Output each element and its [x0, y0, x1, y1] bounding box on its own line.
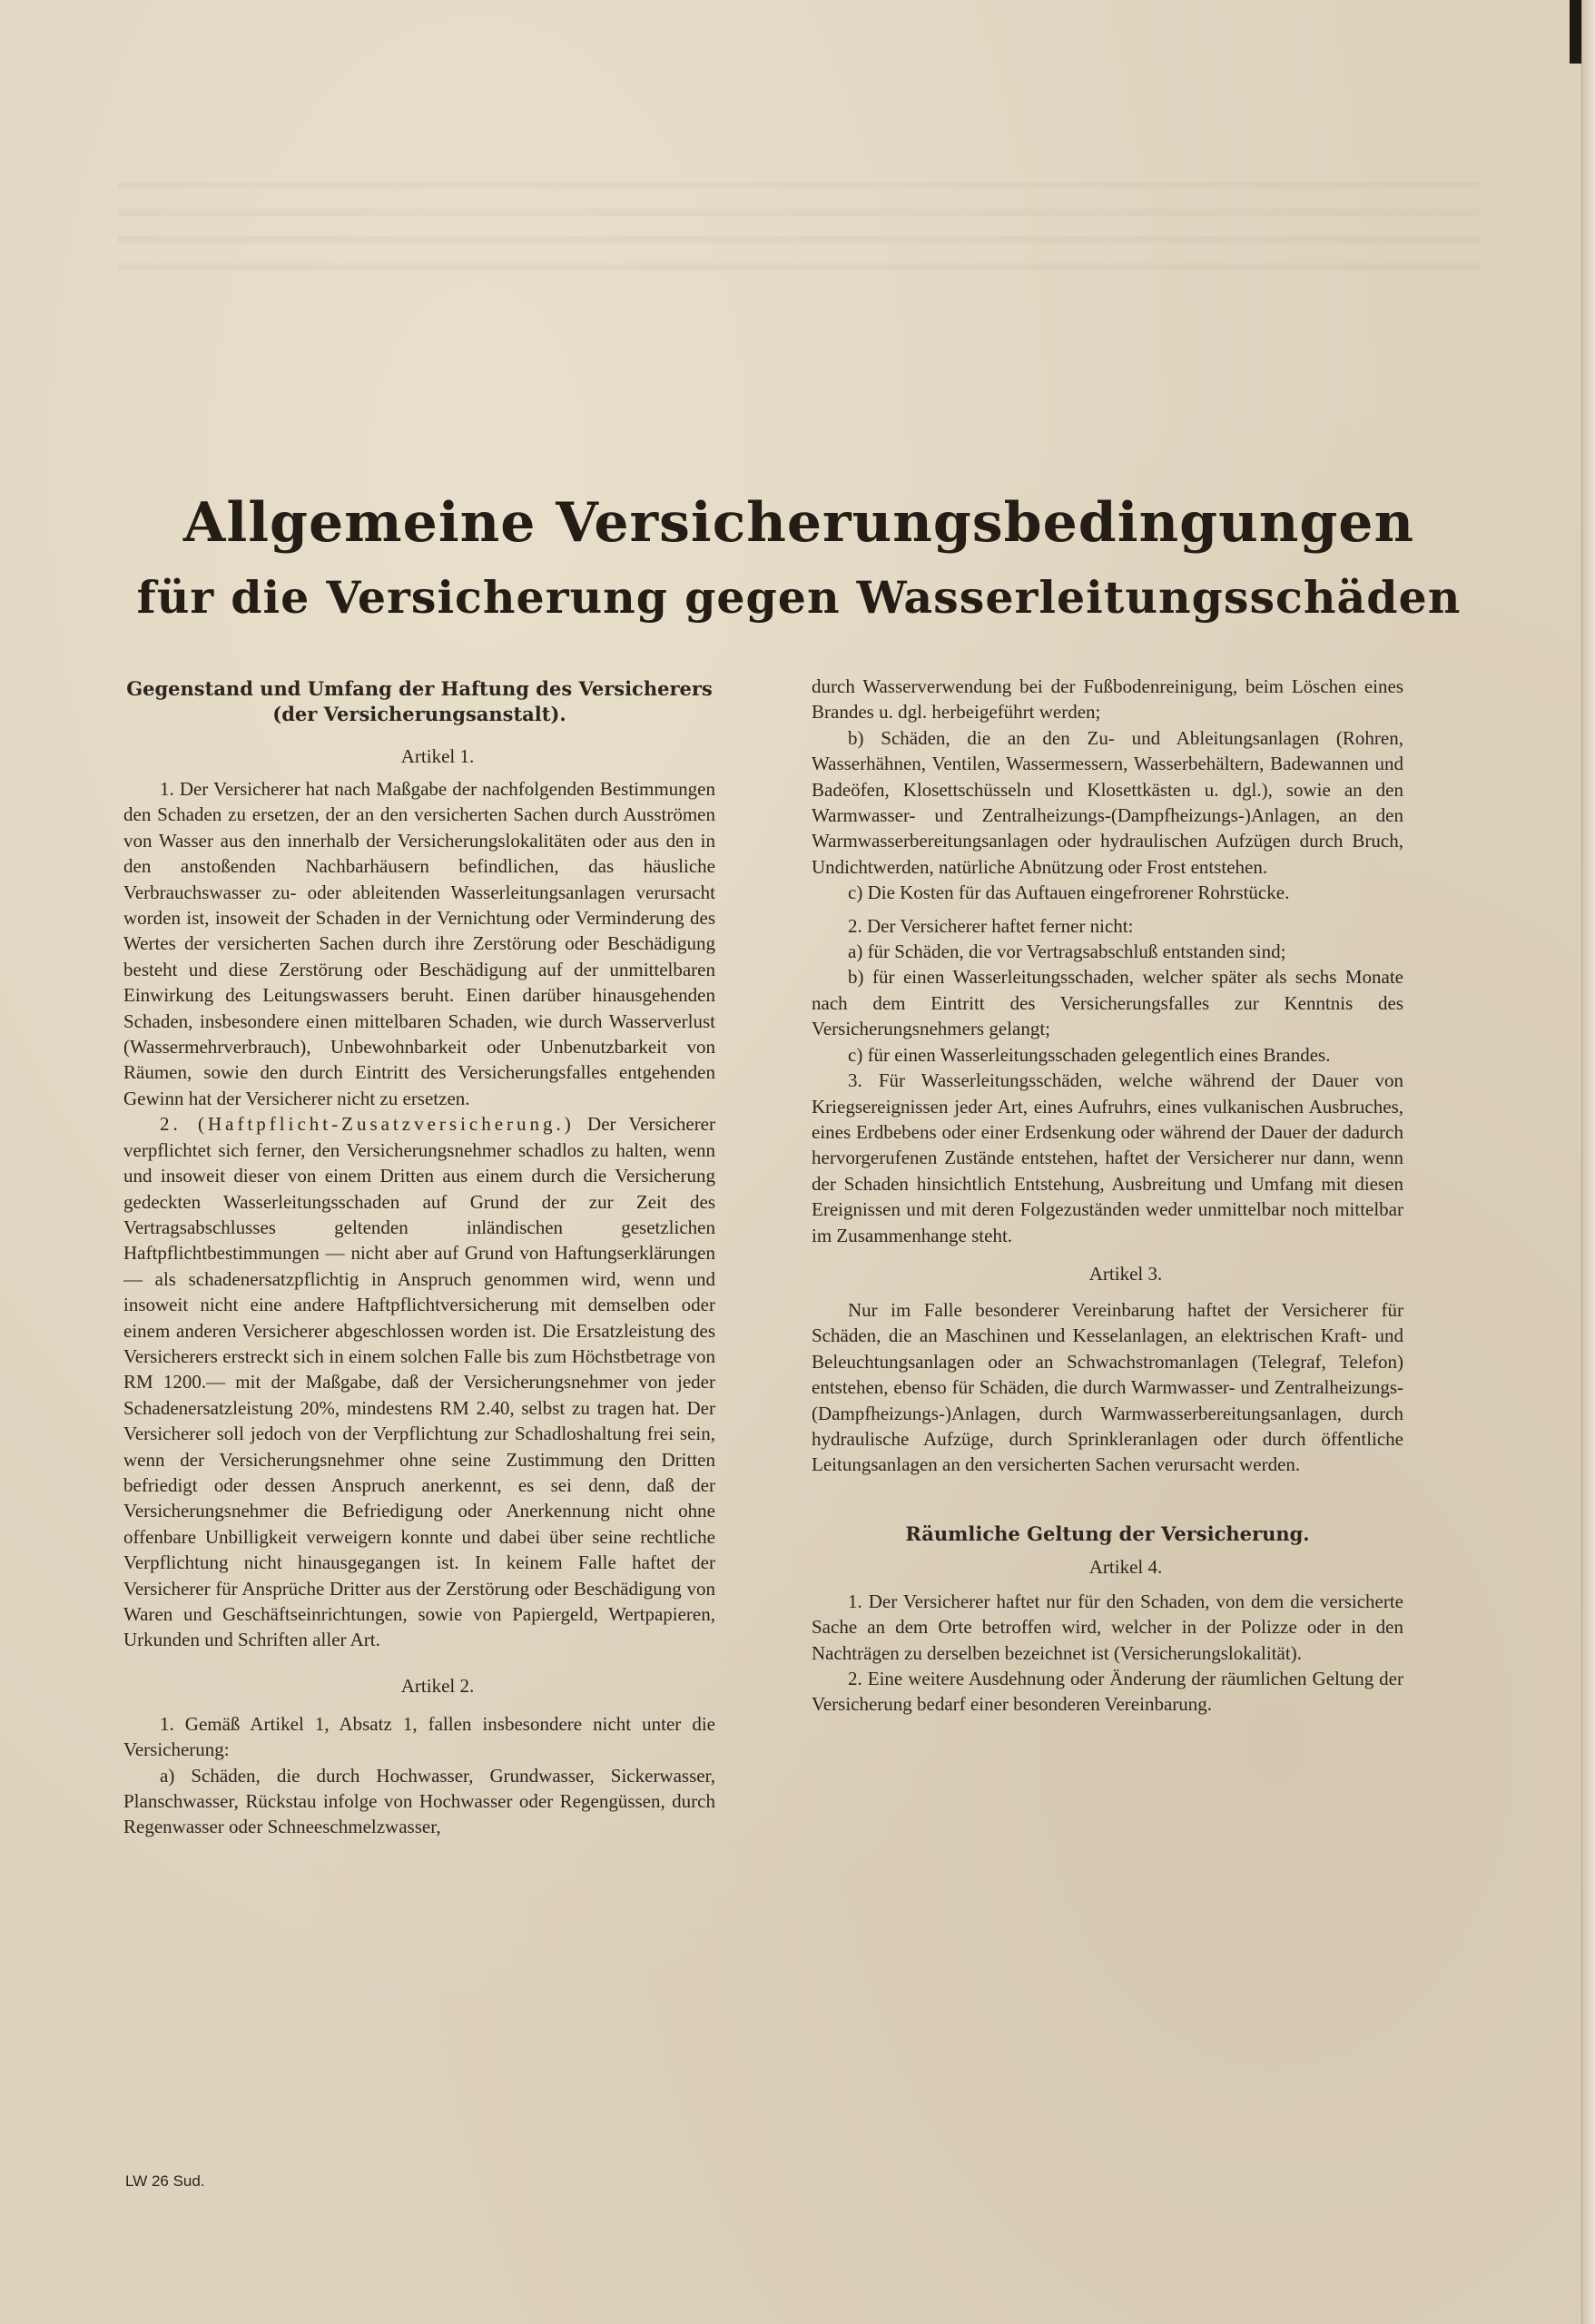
article-2-heading: Artikel 2.	[400, 1674, 475, 1697]
form-code: LW 26 Sud.	[125, 2172, 205, 2190]
show-through-text	[118, 182, 1480, 290]
section-2-heading: Räumliche Geltung der Versicherung.	[905, 1521, 1310, 1545]
article-2-paragraph-1: 1. Gemäß Artikel 1, Absatz 1, fallen insbesondere nicht unter die Versicherung:	[123, 1712, 715, 1761]
article-2-paragraph-2-a: a) für Schäden, die vor Vertragsabschluß entstanden sind;	[848, 940, 1286, 963]
article-4-paragraph-1: 1. Der Versicherer haftet nur für den Schaden, von dem die versicherte Sache an dem Orte betroffen wird, welcher in der Polizze oder in den Nachträgen zu derselben bezeichnet ist (Versicherungslokalität).	[812, 1590, 1403, 1664]
article-3-paragraph: Nur im Falle besonderer Vereinbarung haftet der Versicherer für Schäden, die an Maschinen und Kesselanlagen, an elektrischen Kraft- und Beleuchtungsanlagen oder an Schwachstromanlagen (Telegraf, Telefon) entstehen, ebenso für Schäden, die durch Warmwasser- und Zentralheizungs-(Dampfheizungs-)Anlagen, durch Warmwasserbereitungsanlagen, durch hydraulische Aufzüge, durch Sprinkleranlagen oder durch öffentliche Leitungsanlagen an den versicherten Sachen verursacht werden.	[812, 1298, 1403, 1476]
title-line-1: Allgemeine Versicherungsbedingungen	[182, 491, 1415, 555]
article-1-heading: Artikel 1.	[400, 745, 475, 767]
article-2-paragraph-2-c: c) für einen Wasserleitungsschaden gelegentlich eines Brandes.	[848, 1043, 1331, 1066]
title-line-2: für die Versicherung gegen Wasserleitungsschäden	[136, 571, 1462, 624]
article-3-heading: Artikel 3.	[1088, 1262, 1163, 1285]
article-1-paragraph-1: 1. Der Versicherer hat nach Maßgabe der nachfolgenden Bestimmungen den Schaden zu ersetzen, der an den versicherten Sachen durch Ausströmen von Wasser aus den innerhalb der Versicherungslokalitäten oder aus den in den anstoßenden Nachbarhäusern befindlichen, das häusliche Verbrauchswasser zu- oder ableitenden Wasserleitungsanlagen verursacht worden ist, insoweit der Schaden in der Vernichtung oder Verminderung des Wertes der versicherten Sachen durch ihre Zerstörung oder Beschädigung besteht und diese Zerstörung oder Beschädigung auf der unmittelbaren Einwirkung des Leitungswassers beruht. Einen darüber hinausgehenden Schaden, insbesondere einen mittelbaren Schaden, wie durch Wasserverlust (Wassermehrverbrauch), Unbewohnbarkeit oder Unbenutzbarkeit von Räumen, sowie den durch Eintritt des Versicherungsfalles entgehenden Gewinn hat der Versicherer nicht zu ersetzen.	[123, 778, 715, 1109]
article-2-paragraph-2: 2. Der Versicherer haftet ferner nicht:	[848, 914, 1134, 937]
article-2-paragraph-2-b: b) für einen Wasserleitungsschaden, welcher später als sechs Monate nach dem Eintritt des Versicherungsfalles zur Kenntnis des Versicherungsnehmers gelangt;	[812, 966, 1403, 1040]
article-2-item-a-continued: durch Wasserverwendung bei der Fußbodenreinigung, beim Löschen eines Brandes u. dgl. herbeigeführt werden;	[812, 675, 1403, 724]
article-2-paragraph-3: 3. Für Wasserleitungsschäden, welche während der Dauer von Kriegsereignissen jeder Art, eines Aufruhrs, eines vulkanischen Ausbruches, eines Erdbebens oder einer Erdsenkung oder während der Dauer der dadurch hervorgerufenen Zustände entstehen, haftet der Versicherer nur dann, wenn der Schaden hinsichtlich Entstehung, Ausbreitung und Umfang mit diesen Ereignissen und mit deren Folgezuständen weder unmittelbar noch mittelbar im Zusammenhange steht.	[812, 1069, 1403, 1246]
article-4-paragraph-2: 2. Eine weitere Ausdehnung oder Änderung der räumlichen Geltung der Versicherung bedarf einer besonderen Vereinbarung.	[812, 1668, 1403, 1716]
article-4-heading: Artikel 4.	[1088, 1555, 1163, 1578]
article-2-item-c: c) Die Kosten für das Auftauen eingefrorener Rohrstücke.	[848, 881, 1290, 904]
document-title	[136, 486, 1462, 635]
article-2-item-b: b) Schäden, die an den Zu- und Ableitungsanlagen (Rohren, Wasserhähnen, Ventilen, Wassermessern, Wasserbehältern, Badewannen und Badeöfen, Klosettschüsseln und Klosettkästen u. dgl.), sowie an den Warmwasser- und Zentralheizungs-(Dampfheizungs-)Anlagen, an den Warmwasserbereitungsanlagen oder hydraulischen Aufzügen durch Bruch, Undichtwerden, natürliche Abnützung oder Frost entstehen.	[812, 726, 1403, 878]
haftpflicht-text: Der Versicherer verpflichtet sich ferner, den Versicherungsnehmer schadlos zu halten, wenn und insoweit dieser von einem Dritten aus einem durch die Versicherung gedeckten Wasserleitungsschaden auf Grund der zur Zeit des Vertragsabschlusses geltenden inländischen gesetzlichen Haftpflichtbestimmungen — nicht aber auf Grund von Haftungserklärungen — als schadenersatzpflichtig in Anspruch genommen wird, wenn und insoweit nicht eine andere Haftpflichtversicherung mit demselben oder einem anderen Versicherer abgeschlossen worden ist. Die Ersatzleistung des Versicherers erstreckt sich in einem solchen Falle bis zum Höchstbetrage von RM 1200.— mit der Maßgabe, daß der Versicherungsnehmer von jeder Schadenersatzleistung 20%, mindestens RM 2.40, selbst zu tragen hat. Der Versicherer soll jedoch von der Verpflichtung zur Schadloshaltung frei sein, wenn der Versicherungsnehmer ohne seine Zustimmung den Dritten befriedigt oder dessen Anspruch anerkennt, es sei denn, daß der Versicherungsnehmer die Befriedigung oder Anerkennung nicht ohne offenbare Unbilligkeit verweigern konnte und dabei über seine rechtliche Verpflichtung nicht hinausgegangen ist. In keinem Falle haftet der Versicherer für Ansprüche Dritter aus der Zerstörung oder Beschädigung von Waren und Geschäftseinrichtungen, sowie von Papiergeld, Wertpapieren, Urkunden und Schriften aller Art.	[123, 1113, 715, 1651]
section-heading-line-2: (der Versicherungsanstalt).	[272, 703, 566, 725]
page-edge	[1581, 0, 1595, 2324]
haftpflicht-label: 2. (Haftpflicht-Zusatzversicherung.)	[160, 1113, 575, 1136]
article-1-paragraph-2	[123, 1111, 715, 1653]
right-column	[812, 674, 1403, 1718]
left-column	[123, 676, 715, 1840]
section-heading-line-1: Gegenstand und Umfang der Haftung des Versicherers	[126, 677, 713, 700]
article-2-item-a: a) Schäden, die durch Hochwasser, Grundwasser, Sickerwasser, Planschwasser, Rückstau infolge von Hochwasser oder Regengüssen, durch Regenwasser oder Schneeschmelzwasser,	[123, 1764, 715, 1838]
